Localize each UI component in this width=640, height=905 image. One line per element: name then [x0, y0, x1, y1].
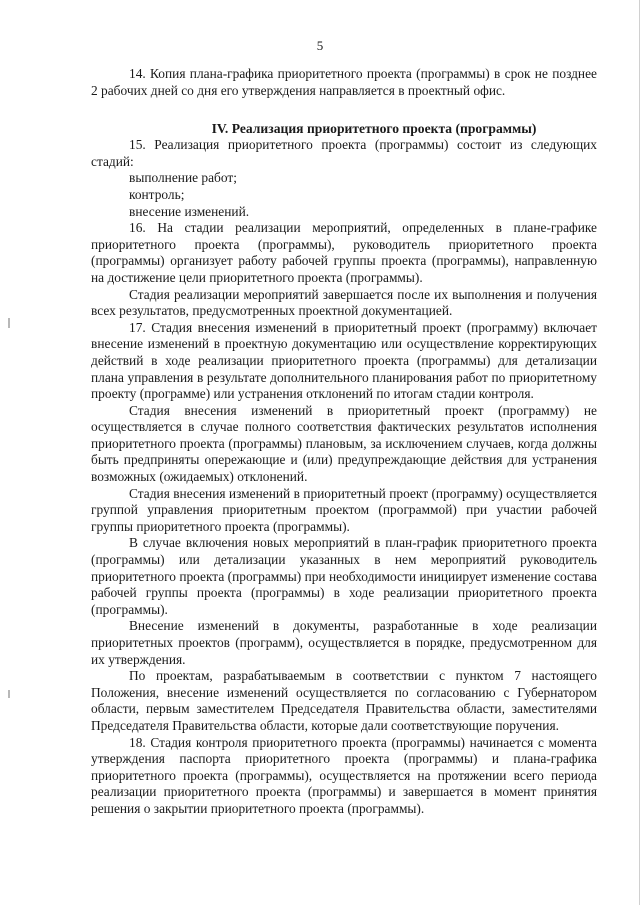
scan-mark: [8, 690, 10, 698]
document-body: [91, 66, 597, 818]
paragraph-14: 14. Копия плана-графика приоритетного проекта (программы) в срок не позднее 2 рабочих дней со дня его утверждения направляется в проектный офис.: [91, 66, 597, 98]
list-item: выполнение работ;: [129, 170, 237, 186]
section-heading: IV. Реализация приоритетного проекта (программы): [211, 121, 537, 137]
list-item: внесение изменений.: [129, 203, 250, 219]
paragraph: По проектам, разрабатываемым в соответствии с пунктом 7 настоящего Положения, внесение изменений осуществляется по согласованию с Губернатором области, первым заместителем Председателя Правительства области, заместителями Председателя Правительства области, которые дали соответствующие поручения.: [91, 668, 597, 733]
list-item: контроль;: [129, 186, 185, 202]
paragraph: Стадия внесения изменений в приоритетный проект (программу) не осуществляется в случае полного соответствия фактических результатов исполнения приоритетного проекта (программы) плановым, за исключением случаев, когда должны быть предприняты опережающие и (или) предупреждающие действия для устранения возможных (ожидаемых) отклонений.: [91, 402, 597, 485]
paragraph-15: 15. Реализация приоритетного проекта (программы) состоит из следующих стадий:: [91, 137, 597, 169]
page-number: 5: [316, 38, 324, 53]
paragraph: Внесение изменений в документы, разработанные в ходе реализации приоритетных проектов (программ), осуществляется в порядке, предусмотренном для их утверждения.: [91, 618, 597, 667]
paragraph: Стадия внесения изменений в приоритетный проект (программу) осуществляется группой управления приоритетным проектом (программой) при участии рабочей группы приоритетного проекта (программы).: [91, 485, 597, 534]
paragraph-16: 16. На стадии реализации мероприятий, определенных в плане-графике приоритетного проекта (программы), руководитель приоритетного проекта (программы) организует работу рабочей группы проекта (программы), направленную на достижение цели приоритетного проекта (программы).: [91, 220, 597, 285]
scan-mark: [8, 318, 10, 328]
paragraph-18: 18. Стадия контроля приоритетного проекта (программы) начинается с момента утверждения паспорта приоритетного проекта (программы) и плана-графика приоритетного проекта (программы), осуществляется на протяжении всего периода реализации приоритетного проекта (программы) и завершается в момент принятия решения о закрытии приоритетного проекта (программы).: [91, 734, 597, 816]
paragraph: Стадия реализации мероприятий завершается после их выполнения и получения всех результатов, предусмотренных проектной документацией.: [91, 286, 597, 319]
paragraph-17: 17. Стадия внесения изменений в приоритетный проект (программу) включает внесение изменений в проектную документацию или осуществление корректирующих действий в ходе реализации приоритетного проекта (программы) для детализации плана управления в результате дополнительного планирования работ по приоритетному проекту (программе) или устранения отклонений по итогам стадии контроля.: [91, 319, 597, 402]
paragraph: В случае включения новых мероприятий в план-график приоритетного проекта (программы) или детализации указанных в нем мероприятий руководитель приоритетного проекта (программы) при необходимости инициирует изменение состава рабочей группы проекта (программы) в ходе реализации приоритетного проекта (программы).: [91, 535, 597, 617]
